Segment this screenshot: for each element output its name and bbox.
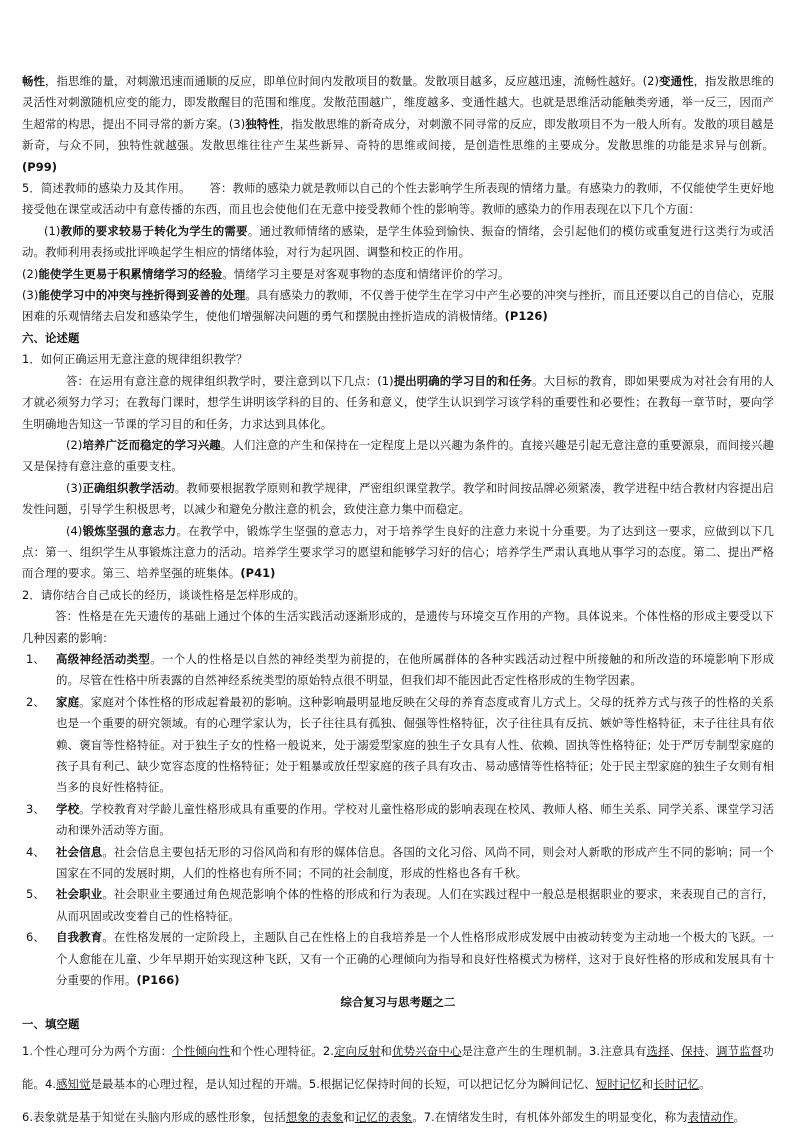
text: 。 <box>699 1077 711 1092</box>
item-heading: 自我教育 <box>56 930 103 945</box>
question-2-title: 2．请你结合自己成长的经历，谈谈性格是怎样形成的。 <box>22 587 306 602</box>
part-title: 综合复习与思考题之二 <box>340 995 456 1010</box>
section-heading-fill-blank: 一、填空题 <box>22 1016 80 1031</box>
text: 和 <box>641 1077 654 1092</box>
answer-underlined: 记忆的表象 <box>354 1110 413 1125</box>
answer-underlined: 定向反射 <box>333 1044 381 1059</box>
section-heading-essay: 六、论述题 <box>22 330 80 345</box>
text: ，指思维的量，对刺激迅速而通顺的反应，即单位时间内发散项目的数量。发散项目越多，反应越迅速，流畅性越好。(2) <box>45 74 660 88</box>
item-number: (1) <box>44 223 61 238</box>
item-heading: 能使学习中的冲突与挫折得到妥善的处理 <box>38 288 246 303</box>
q1-answer <box>22 371 774 435</box>
answer-underlined: 想象的表象 <box>285 1110 344 1125</box>
term-fluency: 畅性 <box>22 74 45 88</box>
term-flexibility: 变通性 <box>659 74 694 88</box>
answer-underlined: 选择 <box>646 1044 670 1059</box>
page-reference: (P99) <box>22 159 58 174</box>
item-body <box>56 884 774 927</box>
item-body <box>56 799 774 842</box>
q1-item-3 <box>22 478 774 521</box>
text: 。7.在情绪发生时，有机体外部发生的明显变化，称为 <box>412 1110 688 1125</box>
text: ，指发散思维的新奇成分，对刺激不同寻常的反应，即发散项目不为一般人所有。发散的项目越是新奇，与众不同，独特性就越强。发散思维往往产生某些新异、奇特的思维或间接，是创造性思维的主要成分。发散思维的功能是求异与创新。 <box>22 116 774 153</box>
text: 是最基本的心理过程，是认知过程的开端。5.根据记忆保持时间的长短，可以把记忆分为瞬间记忆、 <box>90 1077 596 1092</box>
question-title: 5．简述教师的感染力及其作用。 <box>22 181 191 196</box>
item-heading: 社会信息 <box>56 844 103 859</box>
item-text: 。社会信息主要包括无形的习俗风尚和有形的媒体信息。各国的文化习俗、风尚不同，则会对人新歌的形成产生不同的影响；同一个国家在不同的发展时期，人们的性格也有所不同；不同的社会制度，形成的性格也各有千秋。 <box>56 844 774 881</box>
item-heading: 家庭 <box>56 694 80 709</box>
item-heading: 锻炼坚强的意志力 <box>82 523 177 538</box>
item-text: 。学校教育对学龄儿童性格形成具有重要的作用。学校对儿童性格形成的影响表现在校风、教师人格、师生关系、同学关系、课堂学习活动和课外活动等方面。 <box>56 801 774 838</box>
item-heading: 提出明确的学习目的和任务 <box>393 373 533 388</box>
q2-answer <box>22 606 774 649</box>
item-body <box>56 649 774 692</box>
answer-underlined: 长时记忆 <box>653 1077 700 1092</box>
answer-text: 在运用有意注意的规律组织教学时，要注意到以下几点：(1) <box>89 373 394 388</box>
text: 1.个性心理可分为两个方面： <box>22 1044 173 1059</box>
text: ，指发散思维的灵活性对刺激随机应变的能力，即发散醒目的范围和维度。发散范围越广，维度越多、变通性越大。也就是思维活动能触类旁通，举一反三，因而产生超常的构思，提出不同寻常的新方案。(3) <box>22 74 775 131</box>
q5-item-2 <box>22 264 774 285</box>
answer-lead: 答： <box>55 609 79 624</box>
question-5 <box>22 178 774 221</box>
item-number: 6、 <box>26 930 45 945</box>
list-item <box>22 649 774 692</box>
item-text: 。具有感染力的教师，不仅善于使学生在学习中产生必要的冲突与挫折，而且还要以自己的自信心，克服困难的乐观情绪去启发和感染学生，使他们增强解决问题的勇气和摆脱由挫折造成的消极情绪。 <box>22 288 774 324</box>
q5-item-3 <box>22 285 774 328</box>
item-number: 5、 <box>26 887 45 902</box>
term-originality: 独特性 <box>245 116 280 131</box>
personality-factors-list <box>22 649 774 992</box>
item-body <box>56 927 774 991</box>
answer-lead: 答： <box>209 181 233 196</box>
item-text: 。教师要根据教学原则和教学规律，严密组织课堂教学。教学和时间按品牌必须紧凑，教学进程中结合教材内容提出启发性问题，引导学生积极思考，以减少和避免分散注意的机会，致使注意力集中而稳定。 <box>22 480 774 517</box>
item-text: 。通过教师情绪的感染，是学生体验到愉快、振奋的情绪，会引起他们的模仿或重复进行这类行为或活动。教师利用表扬或批评唤起学生相应的情绪体验，对行为起巩固、调整和校正的作用。 <box>22 223 774 260</box>
answer-underlined: 优势兴奋中心 <box>392 1044 462 1059</box>
text: 6.表象就是基于知觉在头脑内形成的感性形象，包括 <box>22 1110 286 1125</box>
page-reference: (P166) <box>136 973 180 988</box>
list-item <box>22 842 774 885</box>
text: 。 <box>733 1110 746 1125</box>
item-heading: 能使学生更易于积累情绪学习的经验 <box>38 266 223 281</box>
item-heading: 高级神经活动类型 <box>56 651 151 666</box>
text: 是注意产生的生理机制。3.注意具有 <box>461 1044 647 1059</box>
item-number: 1、 <box>26 651 45 666</box>
page-reference: (P41) <box>240 566 276 581</box>
item-body <box>56 692 774 799</box>
item-number: 3、 <box>26 801 45 816</box>
item-heading: 社会职业 <box>56 887 103 902</box>
item-heading: 培养广泛而稳定的学习兴趣 <box>82 437 221 452</box>
answer-underlined: 调节监督 <box>716 1044 763 1059</box>
item-number: (4) <box>66 523 83 538</box>
item-heading: 正确组织教学活动 <box>82 480 175 495</box>
item-number: (3) <box>22 288 39 303</box>
item-number: (2) <box>66 437 83 452</box>
list-item <box>22 799 774 842</box>
paragraph-divergent-thinking <box>22 71 774 178</box>
item-number: 2、 <box>26 694 45 709</box>
text: 功能。4. <box>22 1044 774 1092</box>
text: 和个性心理特征。2. <box>230 1044 334 1059</box>
item-number: (2) <box>22 266 39 281</box>
q1-item-2 <box>22 435 774 478</box>
answer-underlined: 个性倾向性 <box>172 1044 231 1059</box>
item-text: 。一个人的性格是以自然的神经类型为前提的，在他所属群体的各种实践活动过程中所接触的和所改造的环境影响下形成的。尽管在性格中所表露的自然神经系统类型的原始特点很不明显，但我们却不能因此否定性格形成的生物学因素。 <box>56 651 774 688</box>
text: 和 <box>343 1110 355 1125</box>
question-1-title: 1．如何正确运用无意注意的规律组织教学？ <box>22 352 248 367</box>
list-item <box>22 884 774 927</box>
text: 、 <box>704 1044 717 1059</box>
text: 和 <box>380 1044 393 1059</box>
text: 、 <box>669 1044 682 1059</box>
item-heading: 学校 <box>56 801 80 816</box>
q5-item-1 <box>22 221 774 264</box>
item-text: 。人们注意的产生和保持在一定程度上是以兴趣为条件的。直接兴趣是引起无意注意的重要源泉，而间接兴趣又是保持有意注意的重要支柱。 <box>22 437 775 474</box>
q1-item-4 <box>22 521 774 585</box>
item-text: 。社会职业主要通过角色规范影响个体的性格的形成和行为表现。人们在实践过程中一般总是根据职业的要求，来表现自己的言行，从而巩固或改变着自己的性格特征。 <box>56 887 774 923</box>
item-heading: 教师的要求较易于转化为学生的需要 <box>60 223 248 238</box>
list-item <box>22 927 774 991</box>
item-text: 。情绪学习主要是对客观事物的态度和情绪评价的学习。 <box>222 266 510 281</box>
answer-underlined: 保持 <box>681 1044 705 1059</box>
list-item <box>22 692 774 799</box>
item-body <box>56 842 774 885</box>
answer-underlined: 感知觉 <box>56 1077 91 1092</box>
item-text: 。家庭对个体性格的形成起着最初的影响。这种影响最明显地反映在父母的养育态度或育儿方式上。父母的抚养方式与孩子的性格的关系也是一个重要的研究领域。有的心理学家认为，长子往往具有孤独、倔强等性格特征，次子往往具有反抗、嫉妒等性格特征，末子往往具有依赖、褒盲等性格特征。对于独生子女的性格一般说来，处于溺爱型家庭的独生子女具有人性、依赖、固执等性格特征；处于严厉专制型家庭的孩子具有利己、缺少宽容态度的性格特征；处于粗暴或放任型家庭的孩子具有攻击、易动感情等性格特征；处于民主型家庭的独生子女则有相当多的良好性格特征。 <box>56 694 774 795</box>
answer-text: 教师的感染力就是教师以自己的个性去影响学生所表现的情绪力量。有感染力的教师，不仅能使学生更好地接受他在课堂或活动中有意传播的东西，而且也会使他们在无意中接受教师个性的影响等。教师的感染力的作用表现在以下几个方面： <box>22 181 774 217</box>
item-number: 4、 <box>26 844 45 859</box>
answer-text: 性格是在先天遗传的基础上通过个体的生活实践活动逐渐形成的，是遗传与环境交互作用的产物。具体说来。个体性格的形成主要受以下几种因素的影响： <box>22 609 774 645</box>
item-number: (3) <box>66 480 83 495</box>
item-text: 。大目标的教育，即如果要成为对社会有用的人才就必须努力学习；在教每门课时，想学生讲明该学科的目的、任务和意义，使学生认识到学习该学科的重要性和必要性；在教每一章节时，要向学生明确地告知这一节课的学习目的和任务，力求达到具体化。 <box>22 373 775 431</box>
fill-blank-questions <box>22 1035 774 1134</box>
item-text: 。在性格发展的一定阶段上，主题队自己在性格上的自我培养是一个人性格形成形成发展中由被动转变为主动地一个极大的飞跃。一个人愈能在儿童、少年早期开始实现这种飞跃，又有一个正确的心理倾向为指导和良好性格模式为榜样，这对于良好性格的形成和发展具有十分重要的作用。 <box>56 930 774 988</box>
answer-lead: 答： <box>66 373 90 388</box>
item-text: 。在教学中，锻炼学生坚强的意志力，对于培养学生良好的注意力来说十分重要。为了达到这一要求，应做到以下几点：第一、组织学生从事锻炼注意力的活动。培养学生要求学习的愿望和能够学习好的信心；培养学生严肃认真地从事学习的态度。第二、提出严格而合理的要求。第三、培养坚强的班集体。 <box>22 523 774 581</box>
answer-underlined: 短时记忆 <box>595 1077 642 1092</box>
page-reference: (P126) <box>504 309 548 324</box>
answer-underlined: 表情动作 <box>687 1110 734 1125</box>
